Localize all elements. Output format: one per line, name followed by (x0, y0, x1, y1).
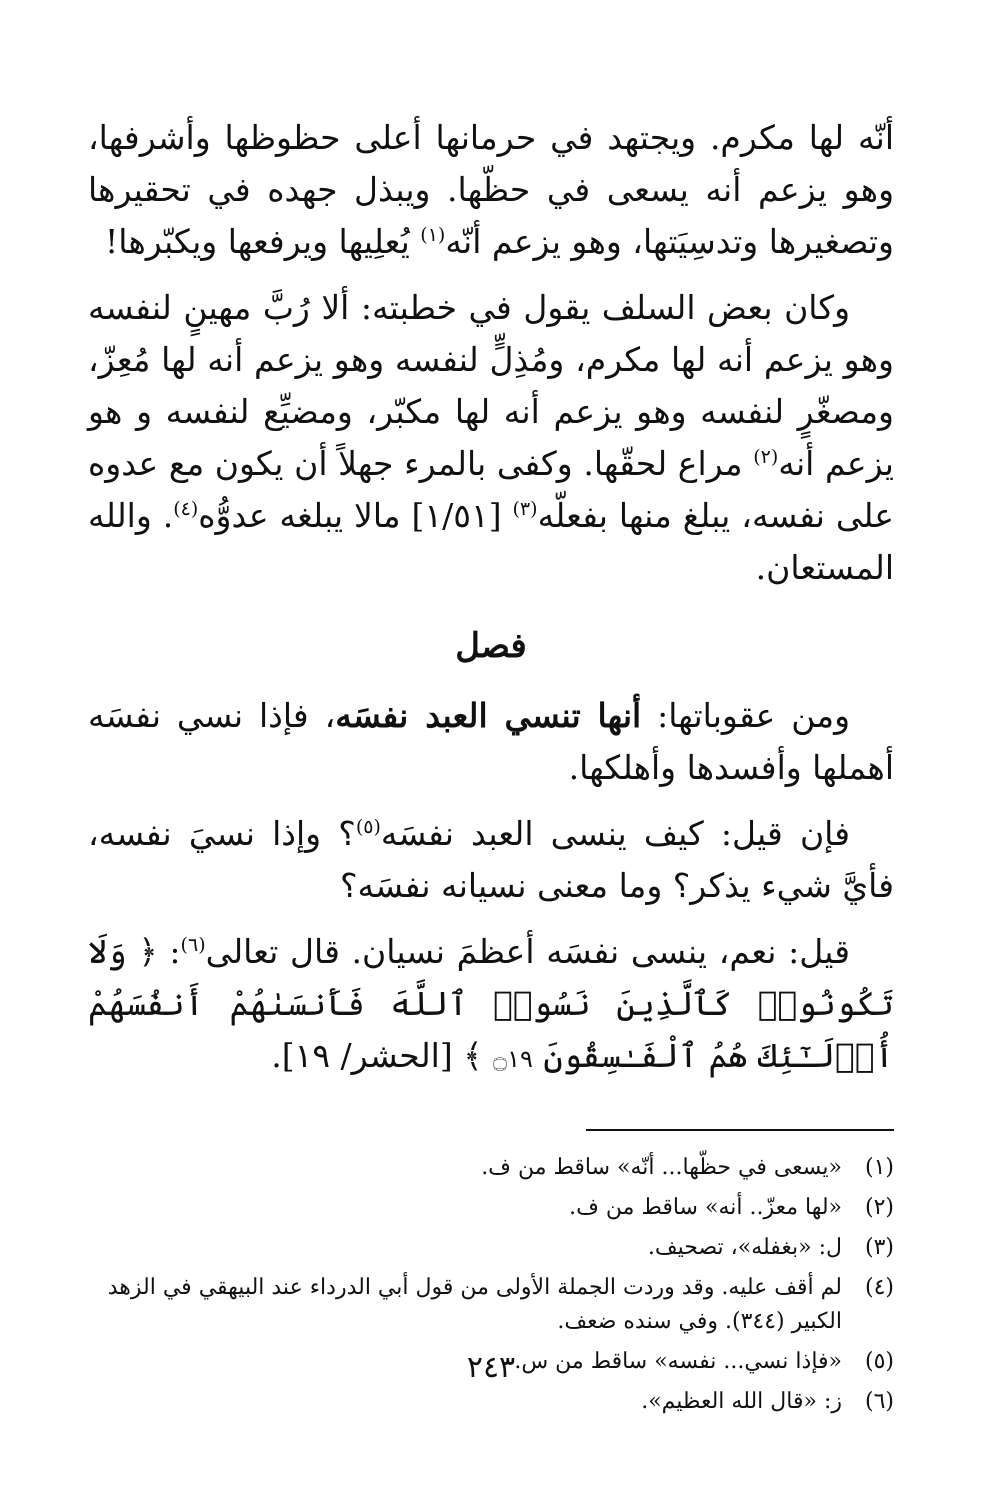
footnote-text: «يسعى في حظّها... أنّه» ساقط من ف. (481, 1155, 842, 1180)
paragraph-5-part-1: قيل: نعم، ينسى نفسَه أعظمَ نسيان. قال تعالى (205, 932, 850, 971)
paragraph-1-line-1: أنّه لها مكرم. ويجتهد في حرمانها أعلى حظوظها وأشرفها، وهو يزعم (88, 118, 895, 209)
footnote-item (88, 1385, 894, 1419)
quran-citation: ﴾ [الحشر/ ١٩]. (271, 1036, 494, 1075)
footnote-text: «لها معزّ.. أنه» ساقط من ف. (569, 1195, 842, 1220)
paragraph-3-bold-phrase: أنها تنسي العبد نفسَه (335, 696, 642, 735)
footnote-ref-2[interactable]: (٢) (753, 446, 779, 468)
footnote-ref-3[interactable]: (٣) (512, 498, 538, 520)
paragraph-3 (88, 690, 894, 794)
footnote-number: (٢) (864, 1195, 894, 1220)
paragraph-1 (88, 112, 894, 268)
paragraph-2-part-4: . والله المستعان. (88, 496, 894, 587)
page-number: ٢٤٣ (466, 1350, 516, 1385)
footnote-ref-6[interactable]: (٦) (180, 934, 206, 956)
footnote-item (88, 1231, 894, 1265)
paragraph-3-suffix: ، فإذا نسي نفسَه أهملها وأفسدها وأهلكها. (88, 696, 894, 787)
paragraph-1-line-2: أنه يسعى في حظّها. ويبذل جهده في تحقيرها وتصغيرها وتدسِيَتها، (88, 170, 894, 261)
footnote-item (88, 1151, 894, 1185)
paragraph-2-part-2: مراع لحقّها. وكفى بالمرء جهلاً أن يكون مع عدوه على نفسه، يبلغ منها بفعلّه (88, 444, 894, 535)
footnote-ref-5[interactable]: (٥) (355, 816, 381, 838)
footnote-text: ل: «بغفله»، تصحيف. (647, 1235, 842, 1260)
footnote-ref-1[interactable]: (١) (420, 224, 446, 246)
paragraph-4-part-2: ؟ وإذا نسيَ نفسه، فأيَّ شيء يذكر؟ وما معنى نسيانه نفسَه؟ (88, 814, 894, 905)
footnote-text: لم أقف عليه. وقد وردت الجملة الأولى من قول أبي الدرداء عند البيهقي في الزهد الكبير (٣٤٤). وفي سنده ضعف. (107, 1275, 842, 1334)
paragraph-2-part-1: وكان بعض السلف يقول في خطبته: ألا رُبَّ مهينٍ لنفسه وهو يزعم أنه لها مكرم، ومُذِلٍّ لنفسه وهو يزعم أنه لها مُعِزّ، ومصغّرٍ لنفسه وهو يزعم أنه لها مكبّر، ومضيِّع لنفسه و هو يزعم أنه (88, 288, 894, 483)
footnote-number: (٣) (864, 1235, 894, 1260)
footnote-number: (١) (864, 1155, 894, 1180)
footnote-divider (586, 1129, 894, 1131)
footnote-item (88, 1191, 894, 1225)
paragraph-4 (88, 808, 894, 912)
section-heading: فصل (455, 626, 527, 666)
paragraph-3-prefix: ومن عقوباتها: (641, 696, 851, 735)
paragraph-4-part-1: فإن قيل: كيف ينسى العبد نفسَه (380, 814, 851, 853)
footnote-text: «فإذا نسي... نفسه» ساقط من س. (514, 1349, 842, 1374)
paragraph-1-line-3b: يُعلِيها ويرفعها ويكبّرها! (105, 222, 421, 261)
quran-verse: : ﴿ وَلَا تَكُونُوا۟ كَٱلَّذِينَ نَسُوا۟ ٱللَّهَ فَأَنسَىٰهُمْ أَنفُسَهُمْ أُو۟لَـٰٓئِكَ هُمُ ٱلْفَـٰسِقُونَ (88, 932, 894, 1075)
footnote-number: (٥) (864, 1349, 894, 1374)
paragraph-5 (88, 926, 894, 1085)
footnote-item (88, 1271, 894, 1339)
verse-number-marker: ۝١٩ (493, 1045, 533, 1073)
footnote-number: (٤) (864, 1275, 894, 1300)
footnote-ref-4[interactable]: (٤) (173, 498, 199, 520)
paragraph-2-part-3: [١/٥١] مالا يبلغه عدوُّه (198, 496, 513, 535)
footnote-text: ز: «قال الله العظيم». (641, 1389, 842, 1414)
paragraph-2 (88, 282, 894, 594)
paragraph-1-line-3a: وهو يزعم أنّه (445, 222, 622, 261)
footnote-number: (٦) (864, 1389, 894, 1414)
